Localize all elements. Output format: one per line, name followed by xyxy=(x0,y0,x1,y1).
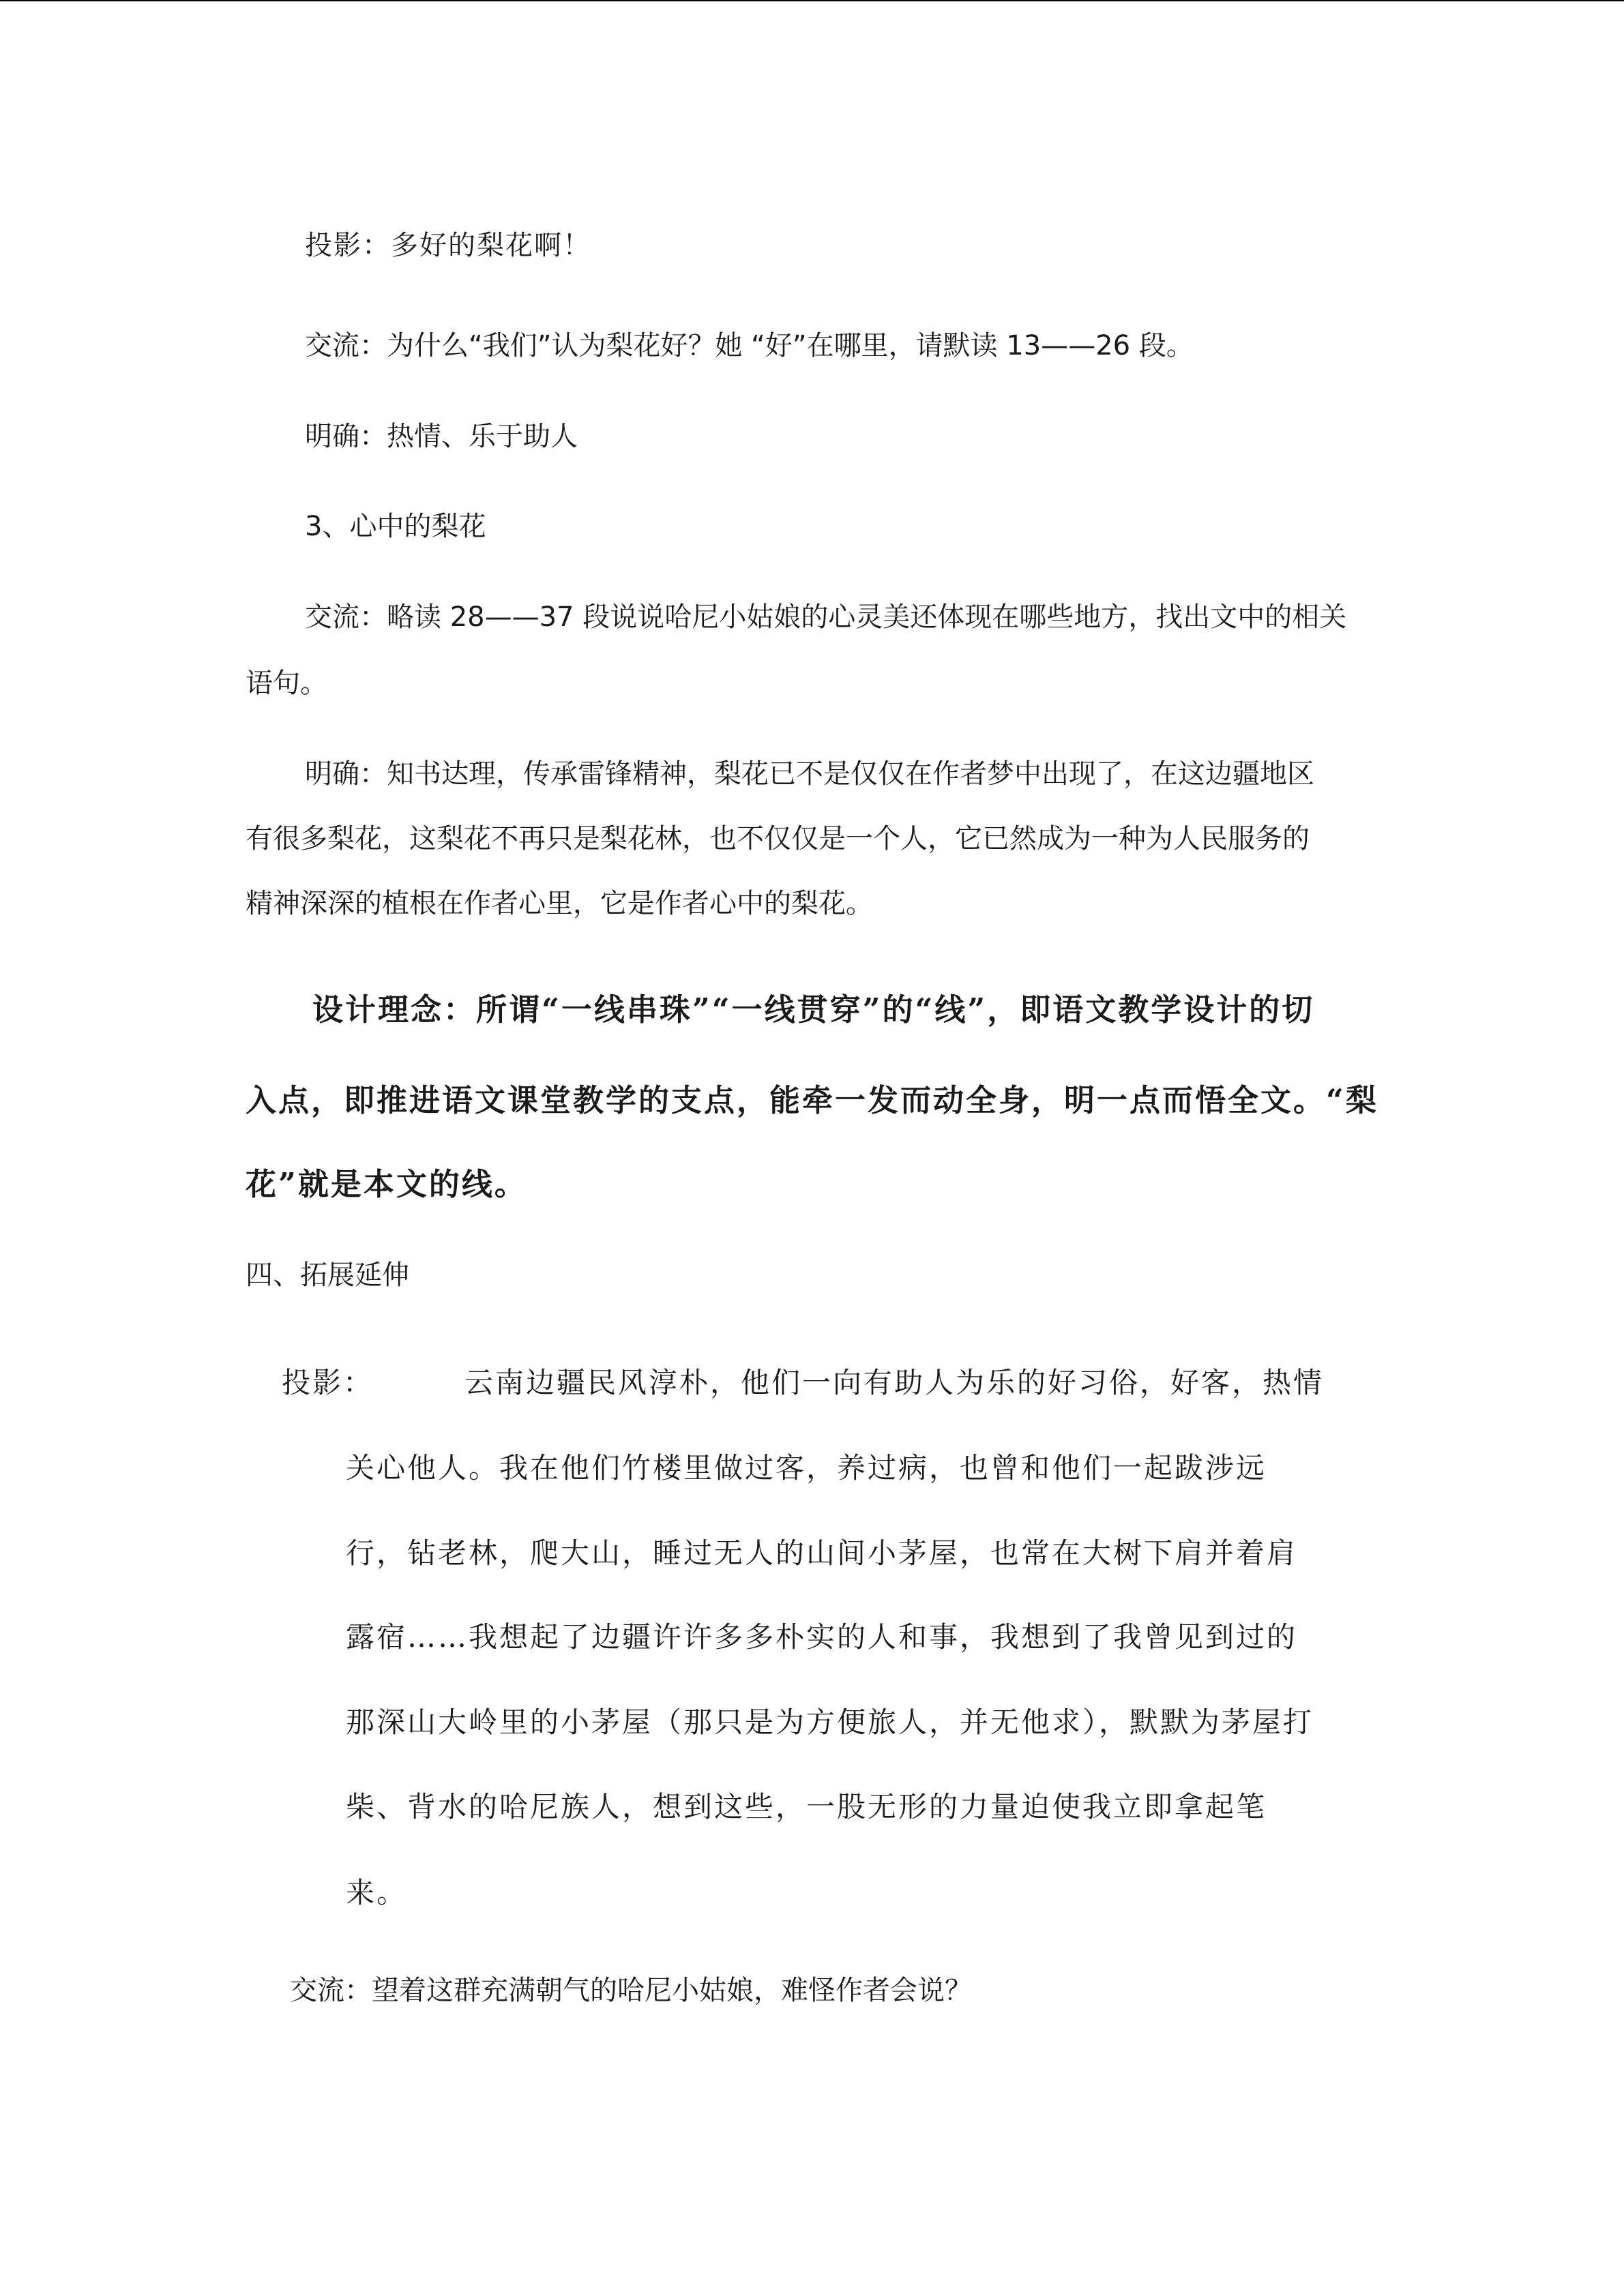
discussion-line-1: 交流：为什么“我们”认为梨花好？她 “好”在哪里，请默读 13——26 段。 xyxy=(305,330,1194,361)
discussion-line-2-cont: 语句。 xyxy=(246,668,327,699)
section-heading-3: 3、心中的梨花 xyxy=(305,511,486,542)
design-concept-line-1: 设计理念：所谓“一线串珠”“一线贯穿”的“线”，即语文教学设计的切 xyxy=(312,992,1315,1028)
design-concept-line-2: 入点，即推进语文课堂教学的支点，能牵一发而动全身，明一点而悟全文。“梨 xyxy=(246,1082,1378,1118)
clarify-line-2: 明确：知书达理，传承雷锋精神，梨花已不是仅仅在作者梦中出现了，在这边疆地区 xyxy=(305,758,1314,790)
quote-line-5: 那深山大岭里的小茅屋（那只是为方便旅人，并无他求），默默为茅屋打 xyxy=(346,1705,1314,1739)
quote-line-1: 云南边疆民风淳朴，他们一向有助人为乐的好习俗，好客，热情 xyxy=(464,1366,1325,1399)
design-concept-line-3: 花”就是本文的线。 xyxy=(246,1166,527,1202)
discussion-line-2: 交流：略读 28——37 段说说哈尼小姑娘的心灵美还体现在哪些地方，找出文中的相关 xyxy=(305,601,1347,633)
quote-line-4: 露宿……我想起了边疆许许多多朴实的人和事，我想到了我曾见到过的 xyxy=(346,1620,1298,1654)
clarify-line-2-cont-2: 精神深深的植根在作者心里，它是作者心中的梨花。 xyxy=(246,888,873,919)
quote-line-3: 行，钻老林，爬大山，睡过无人的山间小茅屋，也常在大树下肩并着肩 xyxy=(346,1536,1298,1570)
discussion-line-3: 交流：望着这群充满朝气的哈尼小姑娘，难怪作者会说？ xyxy=(290,1975,972,2006)
quote-line-2: 关心他人。我在他们竹楼里做过客，养过病，也曾和他们一起跋涉远 xyxy=(346,1451,1267,1485)
quote-line-7: 来。 xyxy=(346,1876,408,1909)
clarify-line-2-cont-1: 有很多梨花，这梨花不再只是梨花林，也不仅仅是一个人，它已然成为一种为人民服务的 xyxy=(246,823,1310,854)
projection-line: 投影：多好的梨花啊！ xyxy=(305,230,591,261)
quote-line-6: 柴、背水的哈尼族人，想到这些，一股无形的力量迫使我立即拿起笔 xyxy=(346,1790,1267,1823)
section-heading-4: 四、拓展延伸 xyxy=(246,1259,409,1291)
page-top-border xyxy=(0,0,1624,1)
clarify-line-1: 明确：热情、乐于助人 xyxy=(305,421,578,452)
projection-label: 投影： xyxy=(282,1366,374,1399)
